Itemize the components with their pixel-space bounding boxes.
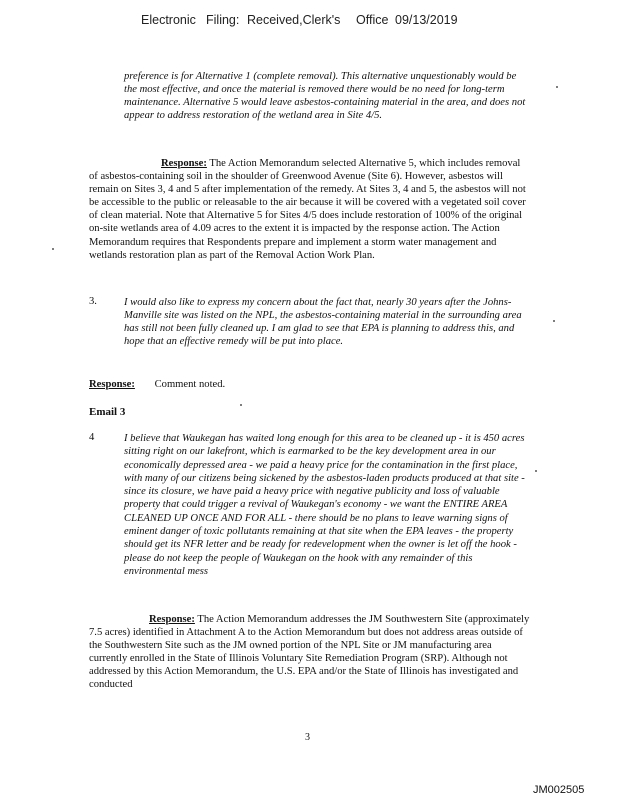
stamp-electronic: Electronic — [141, 13, 196, 27]
response-2 — [89, 378, 531, 391]
response-1-text: The Action Memorandum selected Alternative 5, which includes removal of asbestos-containing soil in the shoulder of Greenwood Avenue (Site 6). However, asbestos will remain on Sites 3, 4 and 5 after implementation of the remedy. At Sites 3, 4 and 5, the asbestos will not be accessible to the public or releasable to the air because it will be covered with a vegetated soil cover of clean material. Note that Alternative 5 for Sites 4/5 does include restoration of 100% of the original on-site wetlands area of 4.09 acres to the extent it is impacted by the response action. The Action Memorandum requires that Respondents prepare and implement a storm water management and wetlands restoration plan as part of the Removal Action Work Plan. — [89, 158, 526, 261]
comment-4-text: I believe that Waukegan has waited long enough for this area to be cleaned up - it is 450 acres sitting right on our lakefront, which is earmarked to be the key development area in our economically depressed area - we paid a heavy price for the contamination in the first place, with many of our citizens being sickened by the asbestos-laden products produced at that site - since its closure, we have paid a heavy price with negative publicity and loss of valuable property that could trigger a revival of Waukegan's economy - we want the ENTIRE AREA CLEANED UP ONCE AND FOR ALL - there should be no plans to leave warning signs of eminent danger of toxic pollutants remaining at that site when the EPA leaves - the property should get its NFR letter and be ready for redevelopment when the owner is let off the hook - please do not keep the people of Waukegan on the hook with any remainder of this environmental mess — [124, 433, 525, 577]
response-label: Response: — [161, 158, 207, 169]
response-1 — [89, 157, 531, 262]
scan-speck — [556, 86, 558, 88]
scan-speck — [553, 320, 555, 322]
response-label: Response: — [149, 614, 195, 625]
comment-number-3: 3. — [89, 296, 97, 307]
scan-speck — [535, 470, 537, 472]
stamp-filing: Filing: — [206, 13, 240, 27]
stamp-date: 09/13/2019 — [395, 13, 458, 27]
response-3 — [89, 613, 531, 692]
response-3-text: The Action Memorandum addresses the JM Southwestern Site (approximately 7.5 acres) identified in Attachment A to the Action Memorandum but does not address areas outside of the Southwestern Site such as the JM owned portion of the NPL Site or JM manufacturing area currently enrolled in the State of Illinois Voluntary Site Remediation Program (SRP). Although not addressed by this Action Memorandum, the U.S. EPA and/or the State of Illinois has investigated and conducted — [89, 614, 530, 691]
comment-continuation: preference is for Alternative 1 (complete removal). This alternative unquestionably would be the most effective, and once the material is removed there would be no need for long-term maintenance. Alternative 5 would leave asbestos-containing material in the area, and does not appear to address restoration of the wetland area in Site 4/5. — [124, 71, 526, 122]
scan-speck — [240, 404, 242, 406]
stamp-office: Office — [356, 13, 389, 27]
comment-3-text: I would also like to express my concern about the fact that, nearly 30 years after the Johns-Manville site was listed on the NPL, the asbestos-containing material in the surrounding area has still not been fully cleaned up. I am glad to see that EPA is planning to address this, and hope that an effective remedy will be put into place. — [124, 297, 522, 348]
response-label: Response: — [89, 379, 135, 390]
stamp-received: Received,Clerk's — [247, 13, 341, 27]
email-3-heading: Email 3 — [89, 406, 126, 418]
comment-number-4: 4 — [89, 432, 95, 443]
response-2-text: Comment noted. — [154, 379, 226, 390]
scan-speck — [52, 248, 54, 250]
page-number: 3 — [305, 732, 310, 743]
bates-number: JM002505 — [533, 784, 585, 796]
